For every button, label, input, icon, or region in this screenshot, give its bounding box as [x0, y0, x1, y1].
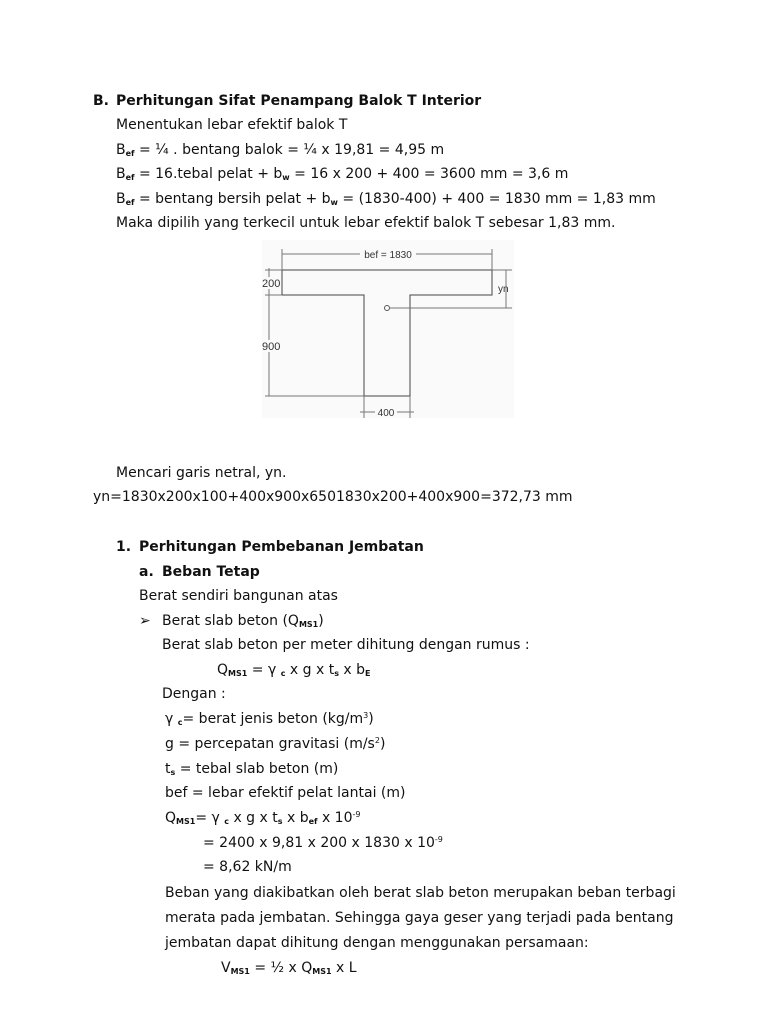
c-subscript: c	[224, 817, 229, 826]
gamma-symbol: γ	[165, 711, 178, 727]
bullet-item-slab	[162, 611, 324, 631]
section-b-title: Perhitungan Sifat Penampang Balok T Interior	[116, 93, 482, 109]
neutral-axis-formula: yn=1830x200x100+400x900x6501830x200+400x900=372,73 mm	[93, 489, 573, 505]
formula-part: x b	[338, 662, 366, 678]
web-width-label: 400	[377, 408, 395, 418]
equation-bef-1	[116, 140, 444, 160]
ms1-subscript: MS1	[176, 817, 196, 826]
c-subscript: c	[280, 669, 286, 678]
ms1-subscript: MS1	[298, 620, 319, 629]
t-symbol: t	[165, 761, 171, 777]
formula-part: x g x t	[285, 662, 335, 678]
calculation-line-1	[165, 808, 360, 828]
calculation-result: = 8,62 kN/m	[203, 859, 292, 875]
superscript: 3	[363, 711, 369, 720]
exponent: -9	[352, 810, 361, 819]
definition-text: = tebal slab beton (m)	[175, 761, 339, 777]
ef-subscript: ef	[125, 198, 135, 207]
paragraph-line-3: jembatan dapat dihitung dengan menggunakan persamaan:	[165, 935, 589, 951]
bullet-arrow-icon: ➢	[139, 613, 151, 629]
equation-3-result: = (1830-400) + 400 = 1830 mm = 1,83 mm	[337, 191, 656, 207]
bef-label: bef = 1830	[364, 250, 412, 261]
equation-bef-3	[116, 189, 656, 209]
paragraph-line-1: Beban yang diakibatkan oleh berat slab beton merupakan beban terbagi	[165, 885, 676, 901]
flange-thickness-label: 200	[262, 278, 281, 290]
calc-part: = γ	[195, 810, 225, 826]
ef-subscript: ef	[125, 149, 135, 158]
w-subscript: w	[282, 173, 290, 182]
calc-part: x 10	[317, 810, 353, 826]
t-beam-drawing	[262, 240, 514, 418]
definition-bef: bef = lebar efektif pelat lantai (m)	[165, 785, 406, 801]
bullet-close: )	[318, 613, 324, 629]
equation-bef-2	[116, 164, 568, 184]
ef-subscript: ef	[308, 817, 318, 826]
ef-subscript: ef	[125, 173, 135, 182]
definition-close: )	[368, 711, 374, 727]
formula-qms1	[217, 660, 371, 680]
subsection-a-intro: Berat sendiri bangunan atas	[139, 588, 338, 604]
section-b-label: B.	[93, 93, 109, 109]
definition-ts	[165, 759, 338, 779]
q-symbol: Q	[217, 662, 229, 678]
section-b-conclusion: Maka dipilih yang terkecil untuk lebar efektif balok T sebesar 1,83 mm.	[116, 215, 616, 231]
yn-label: yn	[498, 284, 509, 295]
c-subscript: c	[177, 718, 183, 727]
s-subscript: s	[334, 669, 339, 678]
bullet-text: Berat slab beton (Q	[162, 613, 299, 629]
section-1-number: 1.	[116, 539, 132, 555]
definition-text: g = percepatan gravitasi (m/s	[165, 736, 375, 752]
exponent: -9	[434, 835, 443, 844]
equation-1-text: = ¼ . bentang balok = ¼ x 19,81 = 4,95 m	[134, 142, 445, 158]
superscript: 2	[374, 736, 380, 745]
definition-text: = berat jenis beton (kg/m	[182, 711, 364, 727]
dengan-label: Dengan :	[162, 686, 226, 702]
equation-2-result: = 16 x 200 + 400 = 3600 mm = 3,6 m	[289, 166, 569, 182]
calc-part: x b	[282, 810, 309, 826]
formula-part: = ½ x Q	[249, 960, 313, 976]
formula-part: = γ	[247, 662, 281, 678]
formula-part: x L	[331, 960, 357, 976]
formula-intro: Berat slab beton per meter dihitung dengan rumus :	[162, 637, 530, 653]
ms1-subscript: MS1	[230, 967, 250, 976]
q-symbol: Q	[165, 810, 177, 826]
b-symbol: B	[116, 191, 126, 207]
equation-3-text: = bentang bersih pelat + b	[134, 191, 331, 207]
b-symbol: B	[116, 166, 126, 182]
definition-gamma	[165, 709, 374, 729]
calc-part: x g x t	[229, 810, 278, 826]
calculation-line-2	[203, 833, 443, 853]
e-subscript: E	[365, 669, 371, 678]
b-symbol: B	[116, 142, 126, 158]
w-subscript: w	[330, 198, 338, 207]
definition-close: )	[379, 736, 386, 752]
calc-part: = 2400 x 9,81 x 200 x 1830 x 10	[203, 835, 435, 851]
subsection-a-title: Beban Tetap	[162, 564, 260, 580]
s-subscript: s	[277, 817, 283, 826]
section-b-intro: Menentukan lebar efektif balok T	[116, 117, 348, 133]
section-1-title: Perhitungan Pembebanan Jembatan	[139, 539, 424, 555]
t-beam-outline	[282, 270, 492, 396]
definition-g	[165, 734, 385, 754]
paragraph-line-2: merata pada jembatan. Sehingga gaya geser yang terjadi pada bentang	[165, 910, 674, 926]
v-symbol: V	[221, 960, 231, 976]
ms1-subscript: MS1	[228, 669, 248, 678]
neutral-axis-heading: Mencari garis netral, yn.	[116, 465, 287, 481]
web-height-label: 900	[262, 341, 281, 353]
centroid-marker	[385, 306, 390, 311]
s-subscript: s	[170, 768, 176, 777]
equation-2-text: = 16.tebal pelat + b	[134, 166, 283, 182]
t-beam-cross-section-figure	[262, 240, 514, 418]
ms1-subscript: MS1	[312, 967, 332, 976]
formula-vms1	[221, 958, 357, 978]
subsection-a-label: a.	[139, 564, 154, 580]
